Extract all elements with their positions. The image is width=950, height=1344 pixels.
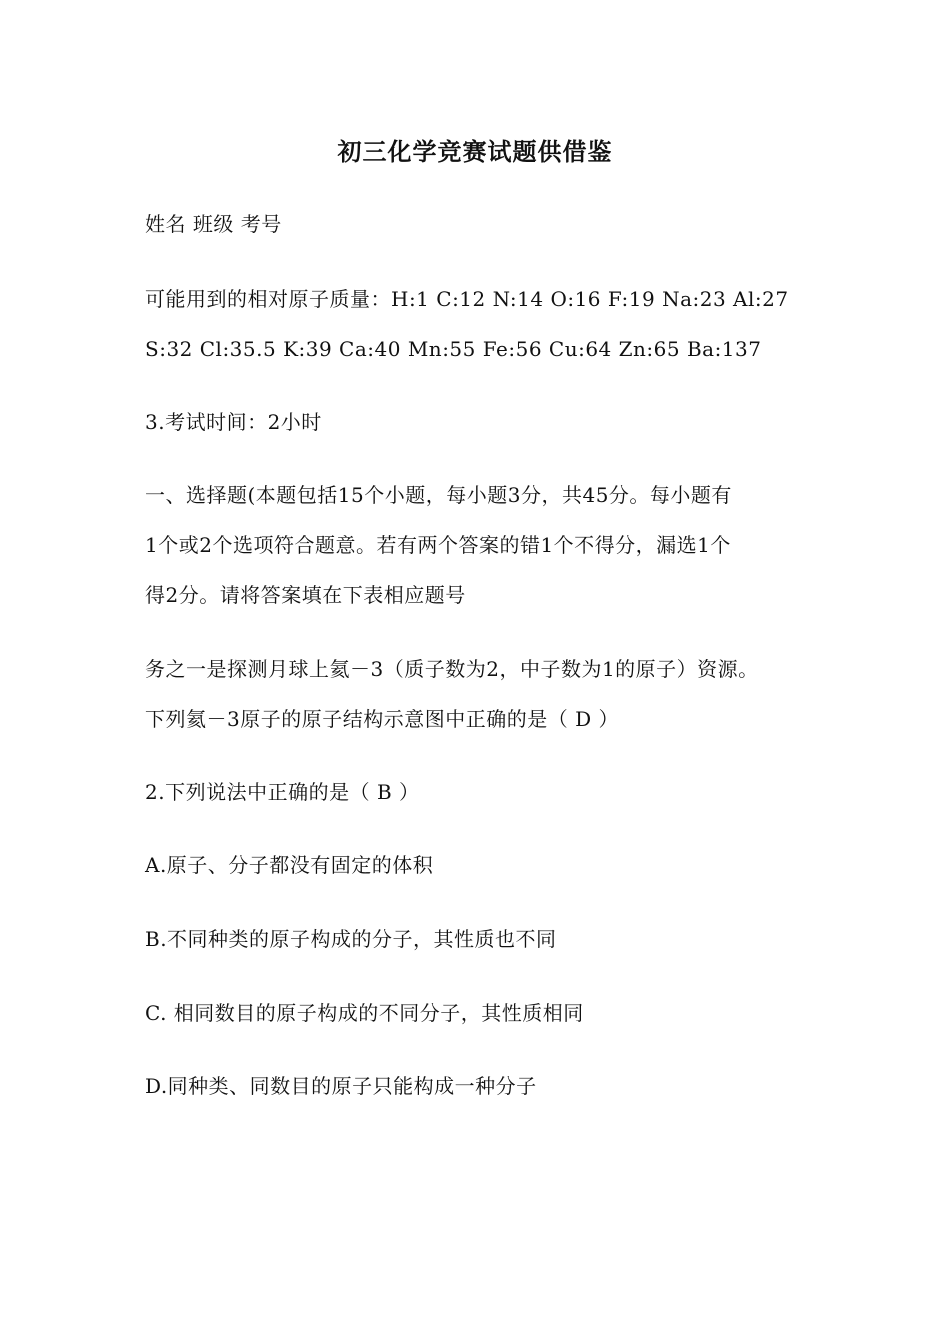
atomic-mass-line-2: S:32 Cl:35.5 K:39 Ca:40 Mn:55 Fe:56 Cu:64 Zn:65 Ba:137 bbox=[145, 337, 762, 361]
atomic-mass-line-1: 可能用到的相对原子质量：H:1 C:12 N:14 O:16 F:19 Na:23 Al:27 bbox=[145, 287, 789, 311]
question1-line-1: 务之一是探测月球上氦－3（质子数为2，中子数为1的原子）资源。 bbox=[145, 657, 759, 681]
exam-time-line: 3.考试时间：2小时 bbox=[145, 410, 322, 434]
section1-instructions-line-1: 一、选择题(本题包括15个小题，每小题3分，共45分。每小题有 bbox=[145, 483, 732, 507]
question2-option-d: D.同种类、同数目的原子只能构成一种分子 bbox=[145, 1074, 537, 1098]
question1-line-2: 下列氦－3原子的原子结构示意图中正确的是（ D ） bbox=[145, 707, 619, 731]
question2-option-a: A.原子、分子都没有固定的体积 bbox=[145, 853, 434, 877]
document-title: 初三化学竞赛试题供借鉴 bbox=[337, 137, 613, 166]
student-info-line: 姓名 班级 考号 bbox=[145, 212, 282, 236]
question2-option-c: C. 相同数目的原子构成的不同分子，其性质相同 bbox=[145, 1001, 584, 1025]
question2-stem: 2.下列说法中正确的是（ B ） bbox=[145, 780, 420, 804]
section1-instructions-line-2: 1个或2个选项符合题意。若有两个答案的错1个不得分，漏选1个 bbox=[145, 533, 731, 557]
section1-instructions-line-3: 得2分。请将答案填在下表相应题号 bbox=[145, 583, 466, 607]
question2-option-b: B.不同种类的原子构成的分子，其性质也不同 bbox=[145, 927, 557, 951]
